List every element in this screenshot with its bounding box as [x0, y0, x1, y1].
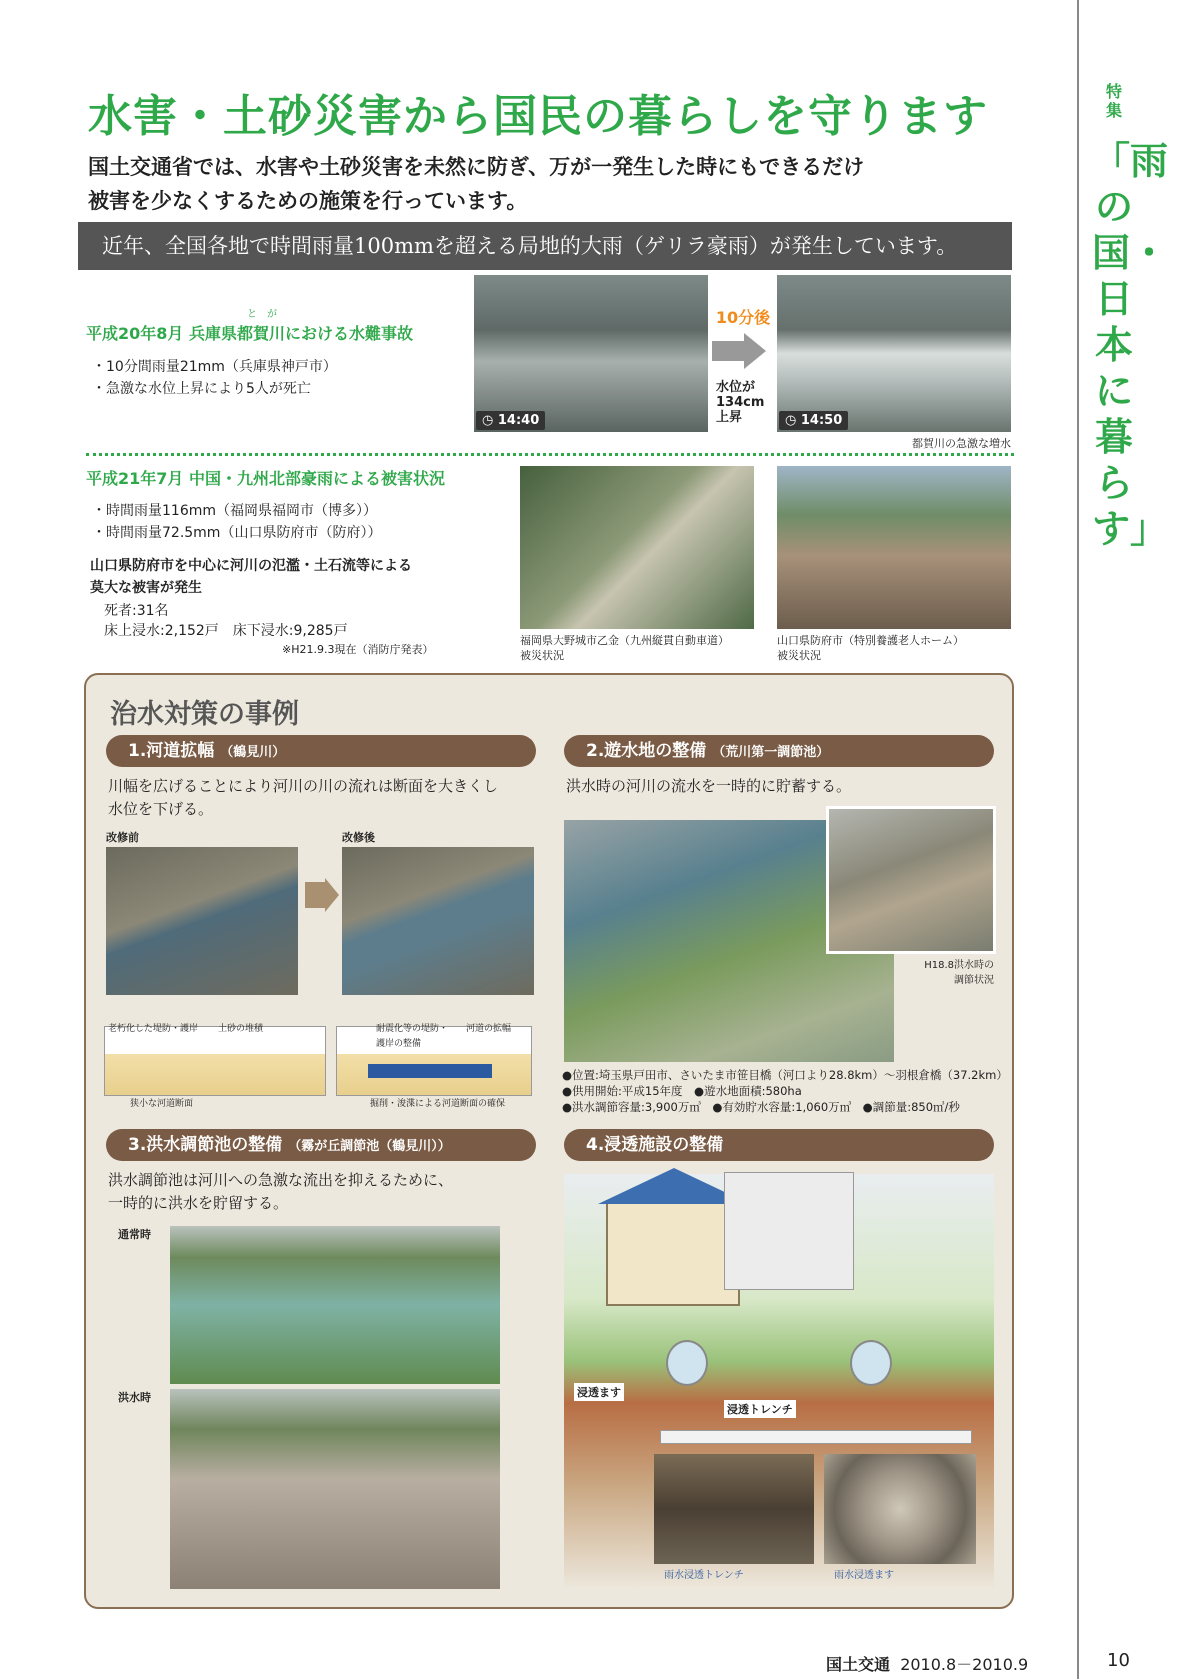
case1-text: 川幅を広げることにより河川の川の流れは断面を大きくし 水位を下げる。	[108, 777, 499, 818]
incident2-bullet-2: ・時間雨量72.5mm（山口県防府市（防府））	[92, 525, 382, 541]
trench-photo-caption: 雨水浸透トレンチ	[664, 1570, 744, 1581]
guerrilla-rain-banner: 近年、全国各地で時間雨量100mmを超える局地的大雨（ゲリラ豪雨）が発生しています。	[78, 222, 1012, 270]
cases-title: 治水対策の事例	[110, 699, 299, 730]
incident1-bullet-2: ・急激な水位上昇により5人が死亡	[92, 381, 311, 397]
case4-header: 4.浸透施設の整備	[564, 1129, 994, 1161]
diag-label-levee-work: 耐震化等の堤防・ 護岸の整備	[376, 1024, 449, 1049]
lead-text	[88, 150, 864, 218]
arrow-body-icon	[305, 882, 325, 908]
dotted-divider	[86, 453, 1014, 456]
toga-river-photo-before	[474, 275, 708, 432]
widened-channel	[368, 1064, 492, 1078]
house-illustration	[606, 1200, 740, 1306]
diag-label-dredge: 掘削・浚渫による河道断面の確保	[370, 1099, 506, 1109]
infiltration-basin-1	[666, 1340, 708, 1386]
before-label: 改修前	[106, 831, 139, 844]
incident2-bullet-1: ・時間雨量116mm（福岡県福岡市（博多））	[92, 503, 377, 519]
incident2-heading: 平成21年7月 中国・九州北部豪雨による被害状況	[86, 469, 445, 488]
after-label: 改修後	[342, 831, 375, 844]
expressway-caption: 福岡県大野城市乙金（九州縦貫自動車道） 被災状況	[520, 634, 729, 662]
toga-caption: 都賀川の急激な増水	[912, 437, 1011, 450]
feature-tag: 特集	[1105, 82, 1122, 120]
page-title: 水害・土砂災害から国民の暮らしを守ります	[88, 91, 988, 142]
lead-line-1: 国土交通省では、水害や土砂災害を未然に防ぎ、万が一発生した時にもできるだけ	[88, 155, 865, 179]
flood-regulation-photo	[826, 806, 996, 954]
case3-text: 洪水調節池は河川への急激な流出を抑えるために、 一時的に洪水を貯留する。	[108, 1171, 454, 1212]
time-badge-before: ◷ 14:40	[476, 411, 545, 430]
flood-label: 洪水時	[118, 1391, 151, 1404]
lead-line-2: 被害を少なくするための施策を行っています。	[88, 189, 528, 213]
basin-photo-caption: 雨水浸透ます	[834, 1570, 894, 1581]
arrow-head-icon	[744, 333, 766, 369]
diag-label-sediment: 土砂の堆積	[218, 1024, 264, 1034]
case3-header: 3.洪水調節池の整備 （霧が丘調節池（鶴見川））	[106, 1129, 536, 1161]
basin-info: ●位置:埼玉県戸田市、さいたま市笹目橋（河口より28.8km）～羽根倉橋（37.2km） ●供用開始:平成15年度 ●遊水地面積:580ha ●洪水調節容量:3,900万㎥ ●有効貯水容量:1,060万㎥ ●調節量:850㎥/秒	[562, 1068, 1008, 1114]
trench-pipe	[660, 1430, 972, 1444]
infiltration-basin-2	[850, 1340, 892, 1386]
nursing-home-damage-photo	[777, 466, 1011, 629]
case2-text: 洪水時の河川の流水を一時的に貯蓄する。	[566, 777, 852, 795]
time-badge-after: ◷ 14:50	[779, 411, 848, 430]
arrow-right-icon	[712, 341, 744, 361]
case1-header: 1.河道拡幅 （鶴見川）	[106, 735, 536, 767]
river-after-photo	[342, 847, 534, 995]
normal-label: 通常時	[118, 1228, 151, 1241]
regulating-pond-normal-photo	[170, 1226, 500, 1384]
trench-photo	[654, 1454, 814, 1564]
building-illustration	[724, 1172, 854, 1290]
incident2-flood: 床上浸水:2,152戸 床下浸水:9,285戸	[104, 623, 348, 639]
diag-label-widen: 河道の拡幅	[466, 1024, 512, 1034]
page-number: 10	[1107, 1650, 1130, 1671]
arrow-head-icon	[325, 878, 339, 912]
nursing-home-caption: 山口県防府市（特別養護老人ホーム） 被災状況	[777, 634, 964, 662]
sidebar-divider	[1077, 0, 1079, 1679]
river-before-photo	[106, 847, 298, 995]
basin-photo	[824, 1454, 976, 1564]
incident2-deaths: 死者:31名	[104, 603, 169, 619]
diag-label-narrow: 狭小な河道断面	[130, 1099, 194, 1109]
incident1-heading: 平成20年8月 兵庫県都賀川における水難事故	[86, 324, 413, 343]
ten-minutes-label: 10分後	[715, 308, 771, 327]
label-infiltration-trench: 浸透トレンチ	[724, 1400, 796, 1418]
incident2-note: ※H21.9.3現在（消防庁発表）	[282, 643, 434, 656]
feature-title: 「雨の国・日本に暮らす」	[1092, 139, 1169, 551]
expressway-damage-photo	[520, 466, 754, 629]
regulating-pond-flood-photo	[170, 1389, 500, 1589]
ruby-toga: と が	[247, 309, 277, 320]
label-infiltration-basin: 浸透ます	[574, 1383, 624, 1401]
incident2-summary: 山口県防府市を中心に河川の氾濫・土石流等による 莫大な被害が発生	[90, 558, 412, 596]
footer-magazine: 国土交通 2010.8－2010.9	[826, 1655, 1029, 1674]
toga-river-photo-after	[777, 275, 1011, 432]
flood-photo-caption: H18.8洪水時の 調節状況	[924, 960, 994, 986]
case2-header: 2.遊水地の整備 （荒川第一調節池）	[564, 735, 994, 767]
diag-label-old-levee: 老朽化した堤防・護岸	[108, 1024, 199, 1034]
water-rise-label: 水位が 134cm 上昇	[716, 380, 765, 425]
incident1-bullet-1: ・10分間雨量21mm（兵庫県神戸市）	[92, 359, 337, 375]
